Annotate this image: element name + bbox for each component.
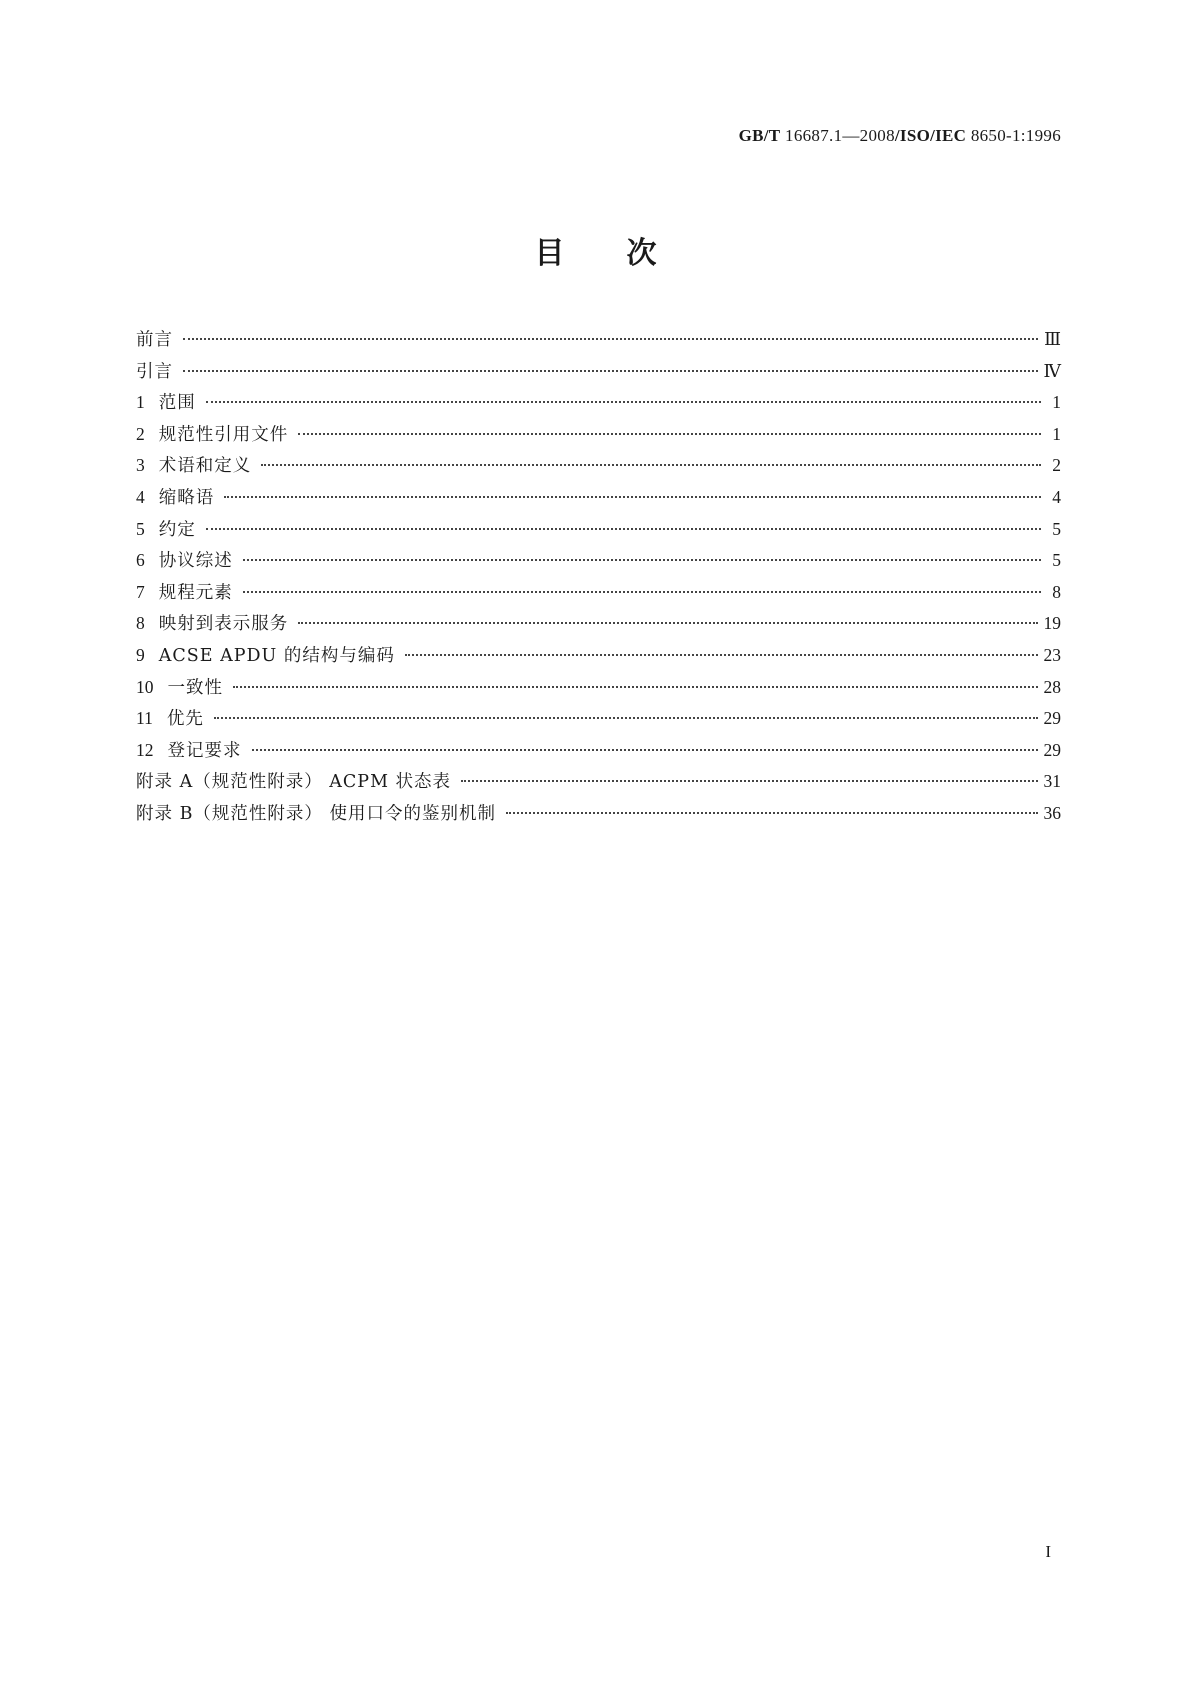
toc-number: 9 [136,644,145,665]
toc-entry-normative-references[interactable] [136,421,1061,453]
toc-page: 4 [1052,486,1061,507]
toc-number: 6 [136,550,145,571]
toc-number: 12 [136,739,154,760]
toc-label: 前言 [136,330,173,350]
iso-number: 8650-1:1996 [970,126,1061,145]
toc-entry-annex-b[interactable] [136,800,1061,832]
toc-number: 2 [136,423,145,444]
toc-label: 映射到表示服务 [158,614,289,635]
toc-entry-registration[interactable] [136,737,1061,769]
page-number: I [1045,1542,1051,1561]
toc-page: 29 [1043,708,1061,729]
toc-label: 附录 B（规范性附录） 使用口令的鉴别机制 [136,803,496,824]
toc-entry-conformance[interactable] [136,674,1061,706]
dot-leader [233,686,1038,688]
toc-entry-introduction[interactable] [136,358,1061,390]
toc-page: 2 [1052,455,1061,476]
toc-label: 登记要求 [167,740,242,761]
dot-leader [298,433,1041,435]
toc-page: 28 [1043,676,1061,697]
dot-leader [206,401,1041,403]
toc-label: 规范性引用文件 [158,424,289,445]
toc-page: 5 [1052,518,1061,539]
toc-label: 一致性 [167,677,223,698]
standard-prefix: GB/T [738,126,781,145]
toc-page: Ⅳ [1043,360,1061,381]
toc-label: 缩略语 [158,487,215,508]
toc-label: 协议综述 [158,551,233,572]
dot-leader [183,338,1038,340]
toc-entry-precedence[interactable] [136,705,1061,737]
dot-leader [224,496,1041,498]
toc-number: 8 [136,613,145,634]
standard-number: 16687.1—2008 [785,126,895,145]
toc-page: 8 [1052,581,1061,602]
toc-page: 29 [1043,739,1061,760]
toc-number: 10 [136,676,154,697]
dot-leader [214,717,1038,719]
toc-entry-elements-of-procedure[interactable] [136,579,1061,611]
toc-label: 术语和定义 [158,456,252,477]
toc-label: 约定 [158,519,196,540]
toc-number: 7 [136,581,145,602]
page-title: 目次 [534,236,719,271]
toc-number: 3 [136,455,145,476]
dot-leader [243,559,1041,561]
dot-leader [206,528,1041,530]
toc-page: 1 [1052,423,1061,444]
toc-page: 1 [1052,392,1061,413]
toc-number: 5 [136,518,145,539]
toc-number: 1 [136,392,145,413]
table-of-contents [136,326,1061,832]
toc-number: 4 [136,486,145,507]
toc-label: 引言 [136,361,173,382]
toc-entry-abbreviations[interactable] [136,484,1061,516]
toc-label: 规程元素 [158,582,233,603]
toc-number: 11 [136,708,153,729]
toc-entry-protocol-overview[interactable] [136,547,1061,579]
toc-page: Ⅲ [1044,329,1061,349]
toc-entry-apdu-structure[interactable] [136,642,1061,674]
toc-entry-annex-a[interactable] [136,768,1061,800]
toc-entry-terms-definitions[interactable] [136,452,1061,484]
dot-leader [506,812,1038,814]
toc-label: 优先 [166,709,204,730]
toc-page: 19 [1043,613,1061,634]
toc-page: 23 [1043,644,1061,665]
toc-page: 31 [1043,771,1061,792]
toc-entry-foreword[interactable] [136,326,1061,358]
dot-leader [261,464,1041,466]
toc-label: ACSE APDU 的结构与编码 [158,645,395,666]
dot-leader [405,654,1038,656]
iso-prefix: /ISO/IEC [894,126,967,145]
dot-leader [252,749,1038,751]
toc-label: 范围 [158,393,196,414]
dot-leader [461,780,1037,782]
dot-leader [183,370,1038,372]
toc-label: 附录 A（规范性附录） ACPM 状态表 [136,772,452,793]
toc-entry-mapping-presentation[interactable] [136,610,1061,642]
standard-code-header [739,126,1061,146]
dot-leader [243,591,1041,593]
dot-leader [298,622,1037,624]
toc-page: 36 [1043,802,1061,823]
toc-entry-conventions[interactable] [136,516,1061,548]
toc-page: 5 [1052,550,1061,571]
toc-entry-scope[interactable] [136,389,1061,421]
